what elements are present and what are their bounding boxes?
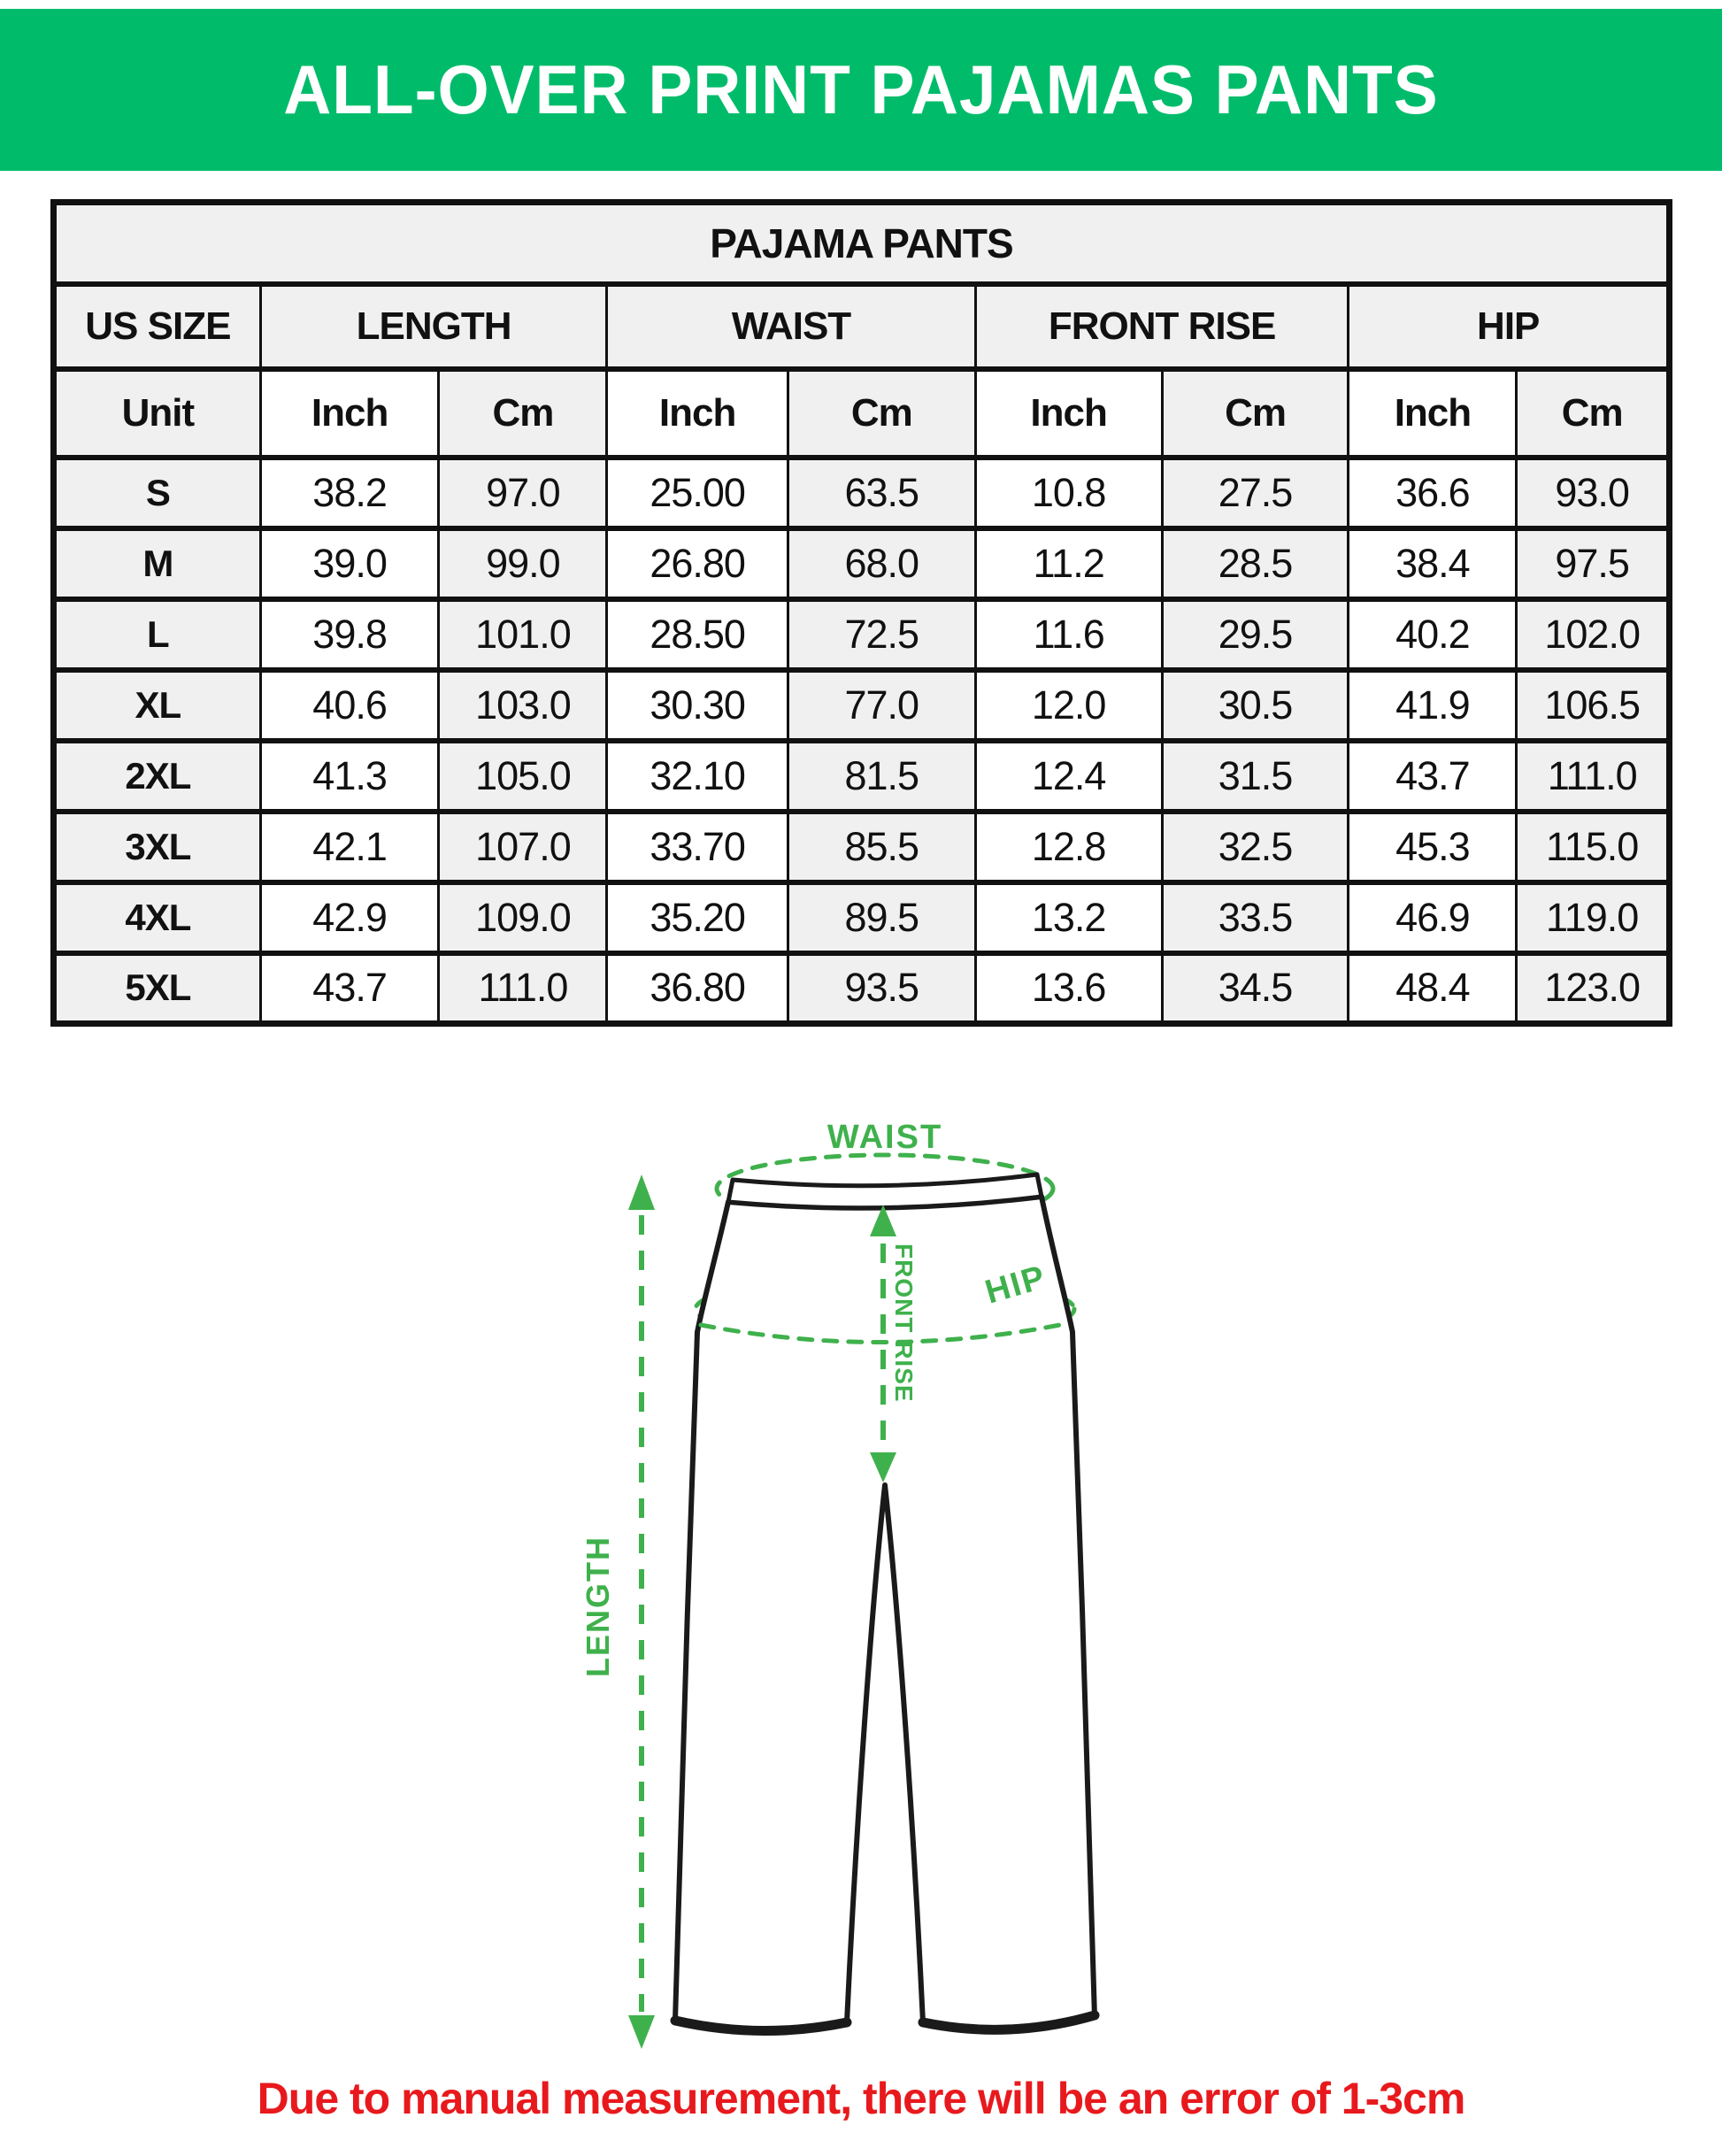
cell-value: 36.6 (1349, 458, 1517, 528)
unit-length-cm: Cm (439, 369, 607, 458)
measurement-disclaimer: Due to manual measurement, there will be an error of 1-3cm (257, 2074, 1465, 2123)
size-label: 5XL (54, 953, 261, 1024)
cell-value: 109.0 (439, 882, 607, 953)
col-header-front-rise: FRONT RISE (975, 284, 1349, 369)
waistband (728, 1174, 1042, 1208)
table-row-5xl (54, 953, 1670, 1024)
unit-waist-cm: Cm (788, 369, 975, 458)
table-row-l (54, 599, 1670, 670)
length-label: LENGTH (580, 1536, 616, 1677)
size-table (50, 199, 1672, 1027)
cell-value: 102.0 (1517, 599, 1670, 670)
front-rise-label: FRONT RISE (890, 1244, 918, 1403)
cell-value: 68.0 (788, 528, 975, 599)
table-row-4xl (54, 882, 1670, 953)
cell-value: 36.80 (607, 953, 788, 1024)
cell-value: 40.6 (260, 670, 439, 741)
cell-value: 12.8 (975, 812, 1162, 882)
cell-value: 28.50 (607, 599, 788, 670)
cell-value: 106.5 (1517, 670, 1670, 741)
length-arrow-down (628, 2015, 655, 2049)
cell-value: 30.5 (1162, 670, 1349, 741)
unit-label: Unit (54, 369, 261, 458)
cell-value: 43.7 (260, 953, 439, 1024)
cell-value: 38.2 (260, 458, 439, 528)
length-arrow-up (628, 1174, 655, 1210)
cell-value: 26.80 (607, 528, 788, 599)
cell-value: 81.5 (788, 741, 975, 812)
cell-value: 99.0 (439, 528, 607, 599)
cell-value: 31.5 (1162, 741, 1349, 812)
cell-value: 10.8 (975, 458, 1162, 528)
cell-value: 25.00 (607, 458, 788, 528)
cell-value: 119.0 (1517, 882, 1670, 953)
table-title: PAJAMA PANTS (54, 203, 1670, 284)
cell-value: 28.5 (1162, 528, 1349, 599)
cell-value: 43.7 (1349, 741, 1517, 812)
page-title: ALL-OVER PRINT PAJAMAS PANTS (283, 50, 1439, 128)
cell-value: 42.9 (260, 882, 439, 953)
unit-front-rise-inch: Inch (975, 369, 1162, 458)
cell-value: 13.6 (975, 953, 1162, 1024)
cell-value: 42.1 (260, 812, 439, 882)
size-label: XL (54, 670, 261, 741)
cell-value: 111.0 (439, 953, 607, 1024)
cell-value: 48.4 (1349, 953, 1517, 1024)
size-label: 3XL (54, 812, 261, 882)
size-label: L (54, 599, 261, 670)
cell-value: 45.3 (1349, 812, 1517, 882)
col-header-length: LENGTH (260, 284, 607, 369)
cell-value: 38.4 (1349, 528, 1517, 599)
cell-value: 39.0 (260, 528, 439, 599)
cell-value: 11.2 (975, 528, 1162, 599)
size-label: 4XL (54, 882, 261, 953)
col-header-us-size: US SIZE (54, 284, 261, 369)
cell-value: 13.2 (975, 882, 1162, 953)
cell-value: 97.0 (439, 458, 607, 528)
cell-value: 30.30 (607, 670, 788, 741)
unit-hip-cm: Cm (1517, 369, 1670, 458)
cell-value: 103.0 (439, 670, 607, 741)
table-row-s (54, 458, 1670, 528)
cell-value: 12.4 (975, 741, 1162, 812)
unit-front-rise-cm: Cm (1162, 369, 1349, 458)
cell-value: 40.2 (1349, 599, 1517, 670)
cell-value: 46.9 (1349, 882, 1517, 953)
cell-value: 101.0 (439, 599, 607, 670)
cell-value: 97.5 (1517, 528, 1670, 599)
size-label: S (54, 458, 261, 528)
cell-value: 115.0 (1517, 812, 1670, 882)
pants-measurement-diagram (496, 1111, 1310, 2102)
cell-value: 105.0 (439, 741, 607, 812)
cell-value: 33.70 (607, 812, 788, 882)
header-banner (0, 9, 1722, 171)
cell-value: 39.8 (260, 599, 439, 670)
unit-waist-inch: Inch (607, 369, 788, 458)
cell-value: 63.5 (788, 458, 975, 528)
table-row-m (54, 528, 1670, 599)
cell-value: 32.5 (1162, 812, 1349, 882)
cell-value: 32.10 (607, 741, 788, 812)
cell-value: 123.0 (1517, 953, 1670, 1024)
cell-value: 27.5 (1162, 458, 1349, 528)
cell-value: 93.5 (788, 953, 975, 1024)
table-row-xl (54, 670, 1670, 741)
col-header-waist: WAIST (607, 284, 975, 369)
cell-value: 77.0 (788, 670, 975, 741)
cell-value: 89.5 (788, 882, 975, 953)
cell-value: 12.0 (975, 670, 1162, 741)
cell-value: 93.0 (1517, 458, 1670, 528)
cell-value: 35.20 (607, 882, 788, 953)
col-header-hip: HIP (1349, 284, 1670, 369)
table-row-2xl (54, 741, 1670, 812)
cell-value: 72.5 (788, 599, 975, 670)
unit-hip-inch: Inch (1349, 369, 1517, 458)
size-label: M (54, 528, 261, 599)
table-row-3xl (54, 812, 1670, 882)
hip-label: HIP (980, 1259, 1051, 1312)
cell-value: 85.5 (788, 812, 975, 882)
cell-value: 11.6 (975, 599, 1162, 670)
cell-value: 41.3 (260, 741, 439, 812)
cell-value: 111.0 (1517, 741, 1670, 812)
cell-value: 34.5 (1162, 953, 1349, 1024)
cell-value: 29.5 (1162, 599, 1349, 670)
cell-value: 33.5 (1162, 882, 1349, 953)
cell-value: 41.9 (1349, 670, 1517, 741)
cell-value: 107.0 (439, 812, 607, 882)
size-label: 2XL (54, 741, 261, 812)
waist-label: WAIST (826, 1119, 943, 1156)
unit-length-inch: Inch (260, 369, 439, 458)
